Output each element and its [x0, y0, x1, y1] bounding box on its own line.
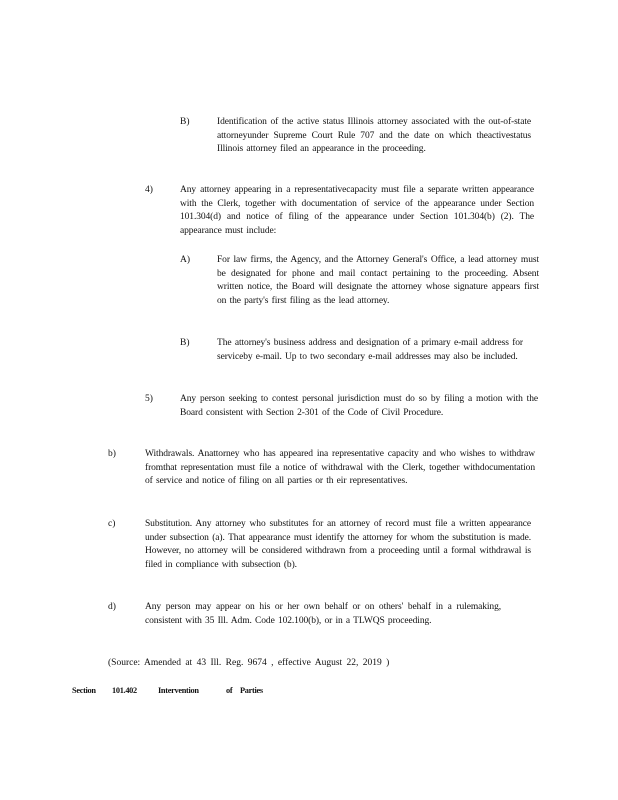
- section-heading: [72, 686, 263, 695]
- item-text: Any person seeking to contest personal jurisdiction must do so by filing a motion with the Board consistent with Section 2-301 of the Code of Civil Procedure.: [180, 394, 538, 418]
- item-label: b): [108, 449, 116, 459]
- item-text: Identification of the active status Illinois attorney associated with the out-of-state attorneyunder Supreme Court Rule 707 and the date on which theactivestatus Illinois attorney filed an appearance in the proceeding.: [217, 117, 531, 155]
- item-label: B): [180, 117, 190, 127]
- item-text: The attorney's business address and designation of a primary e-mail address for serviceby e-mail. Up to two secondary e-mail addresses may also be included.: [217, 338, 523, 362]
- item-text: For law firms, the Agency, and the Attorney General's Office, a lead attorney must be designated for phone and mail contact pertaining to the proceeding. Absent written notice, the Board will designate the attorney whose signature appears first on the party's first filing as the lead attorney.: [217, 255, 539, 306]
- section-title-part: Parties: [240, 686, 263, 695]
- section-label: Section: [72, 686, 96, 695]
- item-text: Withdrawals. Anattorney who has appeared ina representative capacity and who wishes to withdraw fromthat representation must file a notice of withdrawal with the Clerk, together withdocumentation of service and notice of filing on all parties or th eir representatives.: [145, 449, 535, 487]
- item-text: Substitution. Any attorney who substitutes for an attorney of record must file a written appearance under subsection (a). That appearance must identify the attorney for whom the substitution is made. However, no attorney will be considered withdrawn from a proceeding until a formal withdrawal is filed in compliance with subsection (b).: [145, 519, 531, 570]
- source-note: (Source: Amended at 43 Ill. Reg. 9674 , effective August 22, 2019 ): [108, 658, 390, 668]
- section-number: 101.402: [112, 686, 137, 695]
- item-text: Any attorney appearing in a representativecapacity must file a separate written appearance with the Clerk, together with documentation of service of the appearance under Section 101.304(d) and notice of filing of the appearance under Section 101.304(b) (2). The appearance must include:: [180, 185, 534, 236]
- item-label: 5): [145, 394, 153, 404]
- section-title-part: of: [226, 686, 233, 695]
- section-title-part: Intervention: [158, 686, 199, 695]
- item-label: A): [180, 255, 191, 265]
- item-label: 4): [145, 185, 153, 195]
- item-label: d): [108, 602, 116, 612]
- item-label: B): [180, 338, 190, 348]
- item-text: Any person may appear on his or her own behalf or on others' behalf in a rulemaking, consistent with 35 Ill. Adm. Code 102.100(b), or in a TLWQS proceeding.: [145, 602, 501, 626]
- item-label: c): [108, 519, 116, 529]
